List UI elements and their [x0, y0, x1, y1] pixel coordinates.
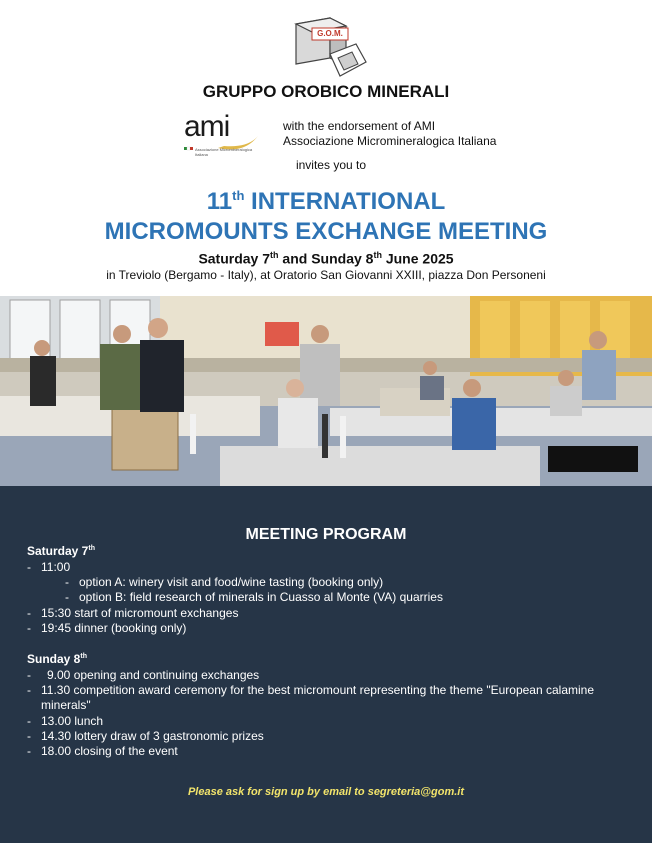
organization-name: GRUPPO OROBICO MINERALI — [202, 82, 450, 101]
saturday-item: 11:00 — [41, 560, 71, 574]
event-title-line-2: MICROMOUNTS EXCHANGE MEETING — [104, 218, 548, 245]
bullet-dash: - — [27, 668, 31, 682]
invites-text: invites you to — [295, 158, 367, 172]
signup-note: Please ask for sign up by email to segreteria@gom.it — [187, 786, 465, 798]
sunday-item: 14.30 lottery draw of 3 gastronomic prizes — [41, 729, 264, 743]
bullet-dash: - — [27, 744, 31, 758]
saturday-ordinal: th — [88, 545, 95, 552]
title-line-1-rest: INTERNATIONAL — [244, 188, 446, 215]
title-ordinal: th — [232, 188, 245, 203]
bullet-dash: - — [27, 560, 31, 574]
sunday-item: 13.00 lunch — [41, 714, 104, 728]
date-month-year: June 2025 — [381, 250, 454, 267]
sunday-heading — [27, 652, 87, 666]
endorsement-text — [283, 119, 496, 149]
saturday-item: 15:30 start of micromount exchanges — [41, 606, 239, 620]
gom-cube-icon — [290, 14, 370, 80]
date-sunday: and Sunday 8 — [278, 250, 374, 267]
ami-logo-text: ami — [184, 110, 230, 143]
date-sunday-ordinal: th — [373, 250, 382, 260]
gom-logo-text: G.O.M. — [317, 29, 343, 38]
event-dates — [0, 250, 652, 267]
meeting-photo — [0, 296, 652, 486]
endorsement-line-1: with the endorsement of AMI — [283, 119, 436, 133]
bullet-dash: - — [27, 606, 31, 620]
bullet-dash: - — [65, 575, 69, 589]
meeting-photo-illustration — [0, 296, 652, 486]
endorsement-line-2: Associazione Micromineralogica Italiana — [283, 134, 497, 148]
title-number: 11 — [206, 188, 233, 215]
event-title-line-1 — [0, 181, 652, 217]
date-saturday: Saturday 7 — [198, 250, 271, 267]
saturday-item: option A: winery visit and food/wine tasting (booking only) — [79, 575, 384, 589]
sunday-label: Sunday 8 — [27, 652, 81, 666]
event-venue: in Treviolo (Bergamo - Italy), at Oratorio San Giovanni XXIII, piazza Don Personeni — [106, 268, 546, 282]
program-title: MEETING PROGRAM — [245, 526, 407, 543]
bullet-dash: - — [27, 683, 31, 697]
meeting-program — [0, 486, 652, 843]
date-saturday-ordinal: th — [270, 250, 279, 260]
bullet-dash: - — [27, 729, 31, 743]
bullet-dash: - — [27, 621, 31, 635]
event-title — [0, 181, 652, 247]
sunday-item-continued: minerals" — [41, 698, 91, 712]
bullet-dash: - — [65, 590, 69, 604]
saturday-label: Saturday 7 — [27, 544, 89, 558]
ami-logo — [184, 110, 264, 157]
saturday-heading — [27, 544, 95, 558]
ami-logo-subtext: Associazione Micromineralogica Italiana — [195, 147, 253, 157]
gom-logo — [290, 14, 370, 80]
sunday-item: 11.30 competition award ceremony for the best micromount representing the theme "European calamine — [41, 683, 595, 697]
saturday-item: 19:45 dinner (booking only) — [41, 621, 187, 635]
bullet-dash: - — [27, 714, 31, 728]
sunday-ordinal: th — [80, 653, 87, 660]
saturday-item: option B: field research of minerals in Cuasso al Monte (VA) quarries — [79, 590, 443, 604]
sunday-item: 9.00 opening and continuing exchanges — [47, 668, 260, 682]
sunday-item: 18.00 closing of the event — [41, 744, 178, 758]
